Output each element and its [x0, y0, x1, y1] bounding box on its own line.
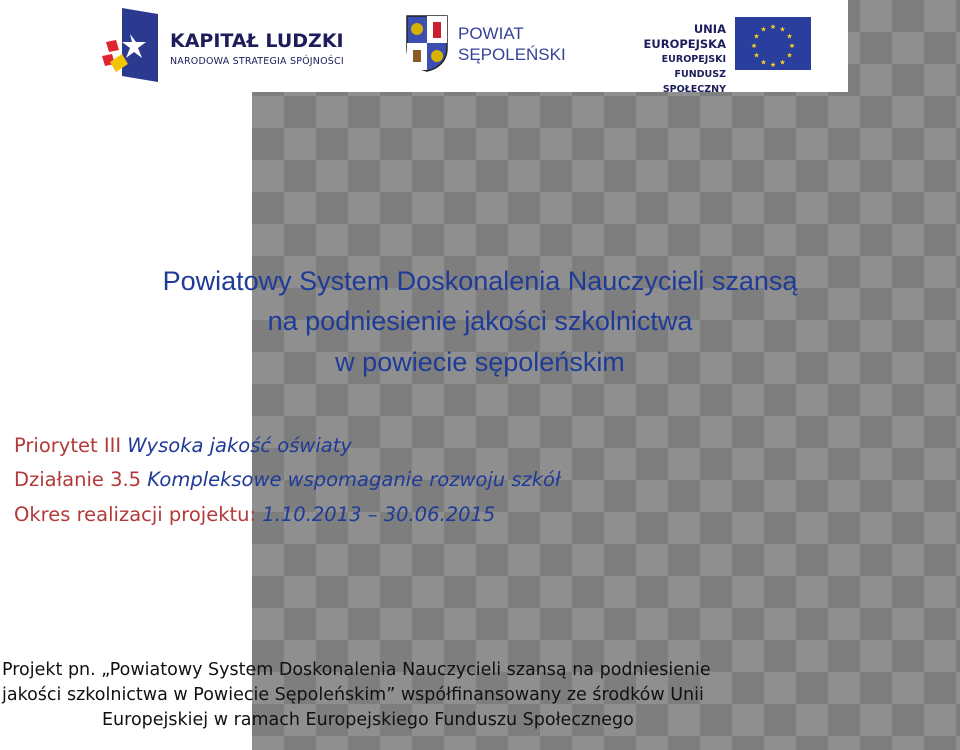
eu-text-block — [616, 22, 726, 97]
svg-text:★: ★ — [779, 25, 786, 34]
footer-note — [2, 658, 952, 733]
svg-text:★: ★ — [779, 58, 786, 67]
eu-line1: UNIA EUROPEJSKA — [643, 22, 726, 51]
eu-line2: EUROPEJSKI — [661, 54, 726, 65]
eu-flag-icon — [735, 17, 811, 70]
svg-text:★: ★ — [753, 51, 760, 60]
priority-value: Wysoka jakość oświaty — [127, 434, 352, 457]
title-line3: w powiecie sępoleńskim — [335, 347, 625, 377]
svg-text:★: ★ — [788, 42, 796, 50]
svg-text:★: ★ — [760, 25, 767, 34]
footer-line2: jakości szkolnictwa w Powiecie Sępoleńskim” współfinansowany ze środków Unii — [2, 685, 704, 705]
footer-line3: Europejskiej w ramach Europejskiego Funduszu Społecznego — [102, 710, 634, 730]
powiat-name-line2: SĘPOLEŃSKI — [458, 45, 566, 64]
priority-label: Priorytet III — [14, 434, 128, 457]
kapital-ludzki-logo-icon — [100, 4, 160, 86]
period-line — [14, 503, 495, 526]
svg-text:★: ★ — [760, 58, 767, 67]
svg-text:★: ★ — [786, 51, 793, 60]
kapital-ludzki-name: KAPITAŁ LUDZKI — [170, 30, 344, 52]
svg-text:★: ★ — [786, 32, 793, 41]
title-line1: Powiatowy System Doskonalenia Nauczycieli szansą — [162, 266, 798, 296]
period-label: Okres realizacji projektu: — [14, 503, 263, 526]
eu-line3: FUNDUSZ SPOŁECZNY — [662, 69, 726, 95]
action-value: Kompleksowe wspomaganie rozwoju szkół — [147, 468, 561, 491]
svg-text:★: ★ — [769, 23, 777, 31]
powiat-crest-icon — [405, 14, 449, 72]
svg-text:★: ★ — [753, 32, 760, 41]
period-value: 1.10.2013 – 30.06.2015 — [262, 503, 496, 526]
svg-text:★: ★ — [750, 42, 758, 50]
footer-line1: Projekt pn. „Powiatowy System Doskonalenia Nauczycieli szansą na podniesienie — [2, 660, 711, 680]
logo-bar — [0, 0, 848, 95]
action-label: Działanie 3.5 — [14, 468, 148, 491]
svg-text:★: ★ — [769, 61, 777, 69]
title-line2: na podniesienie jakości szkolnictwa — [267, 306, 693, 336]
kapital-ludzki-subtitle: NARODOWA STRATEGIA SPÓJNOŚCI — [170, 56, 344, 67]
powiat-name-line1: POWIAT — [458, 24, 524, 43]
action-line — [14, 468, 561, 491]
priority-line — [14, 434, 352, 457]
